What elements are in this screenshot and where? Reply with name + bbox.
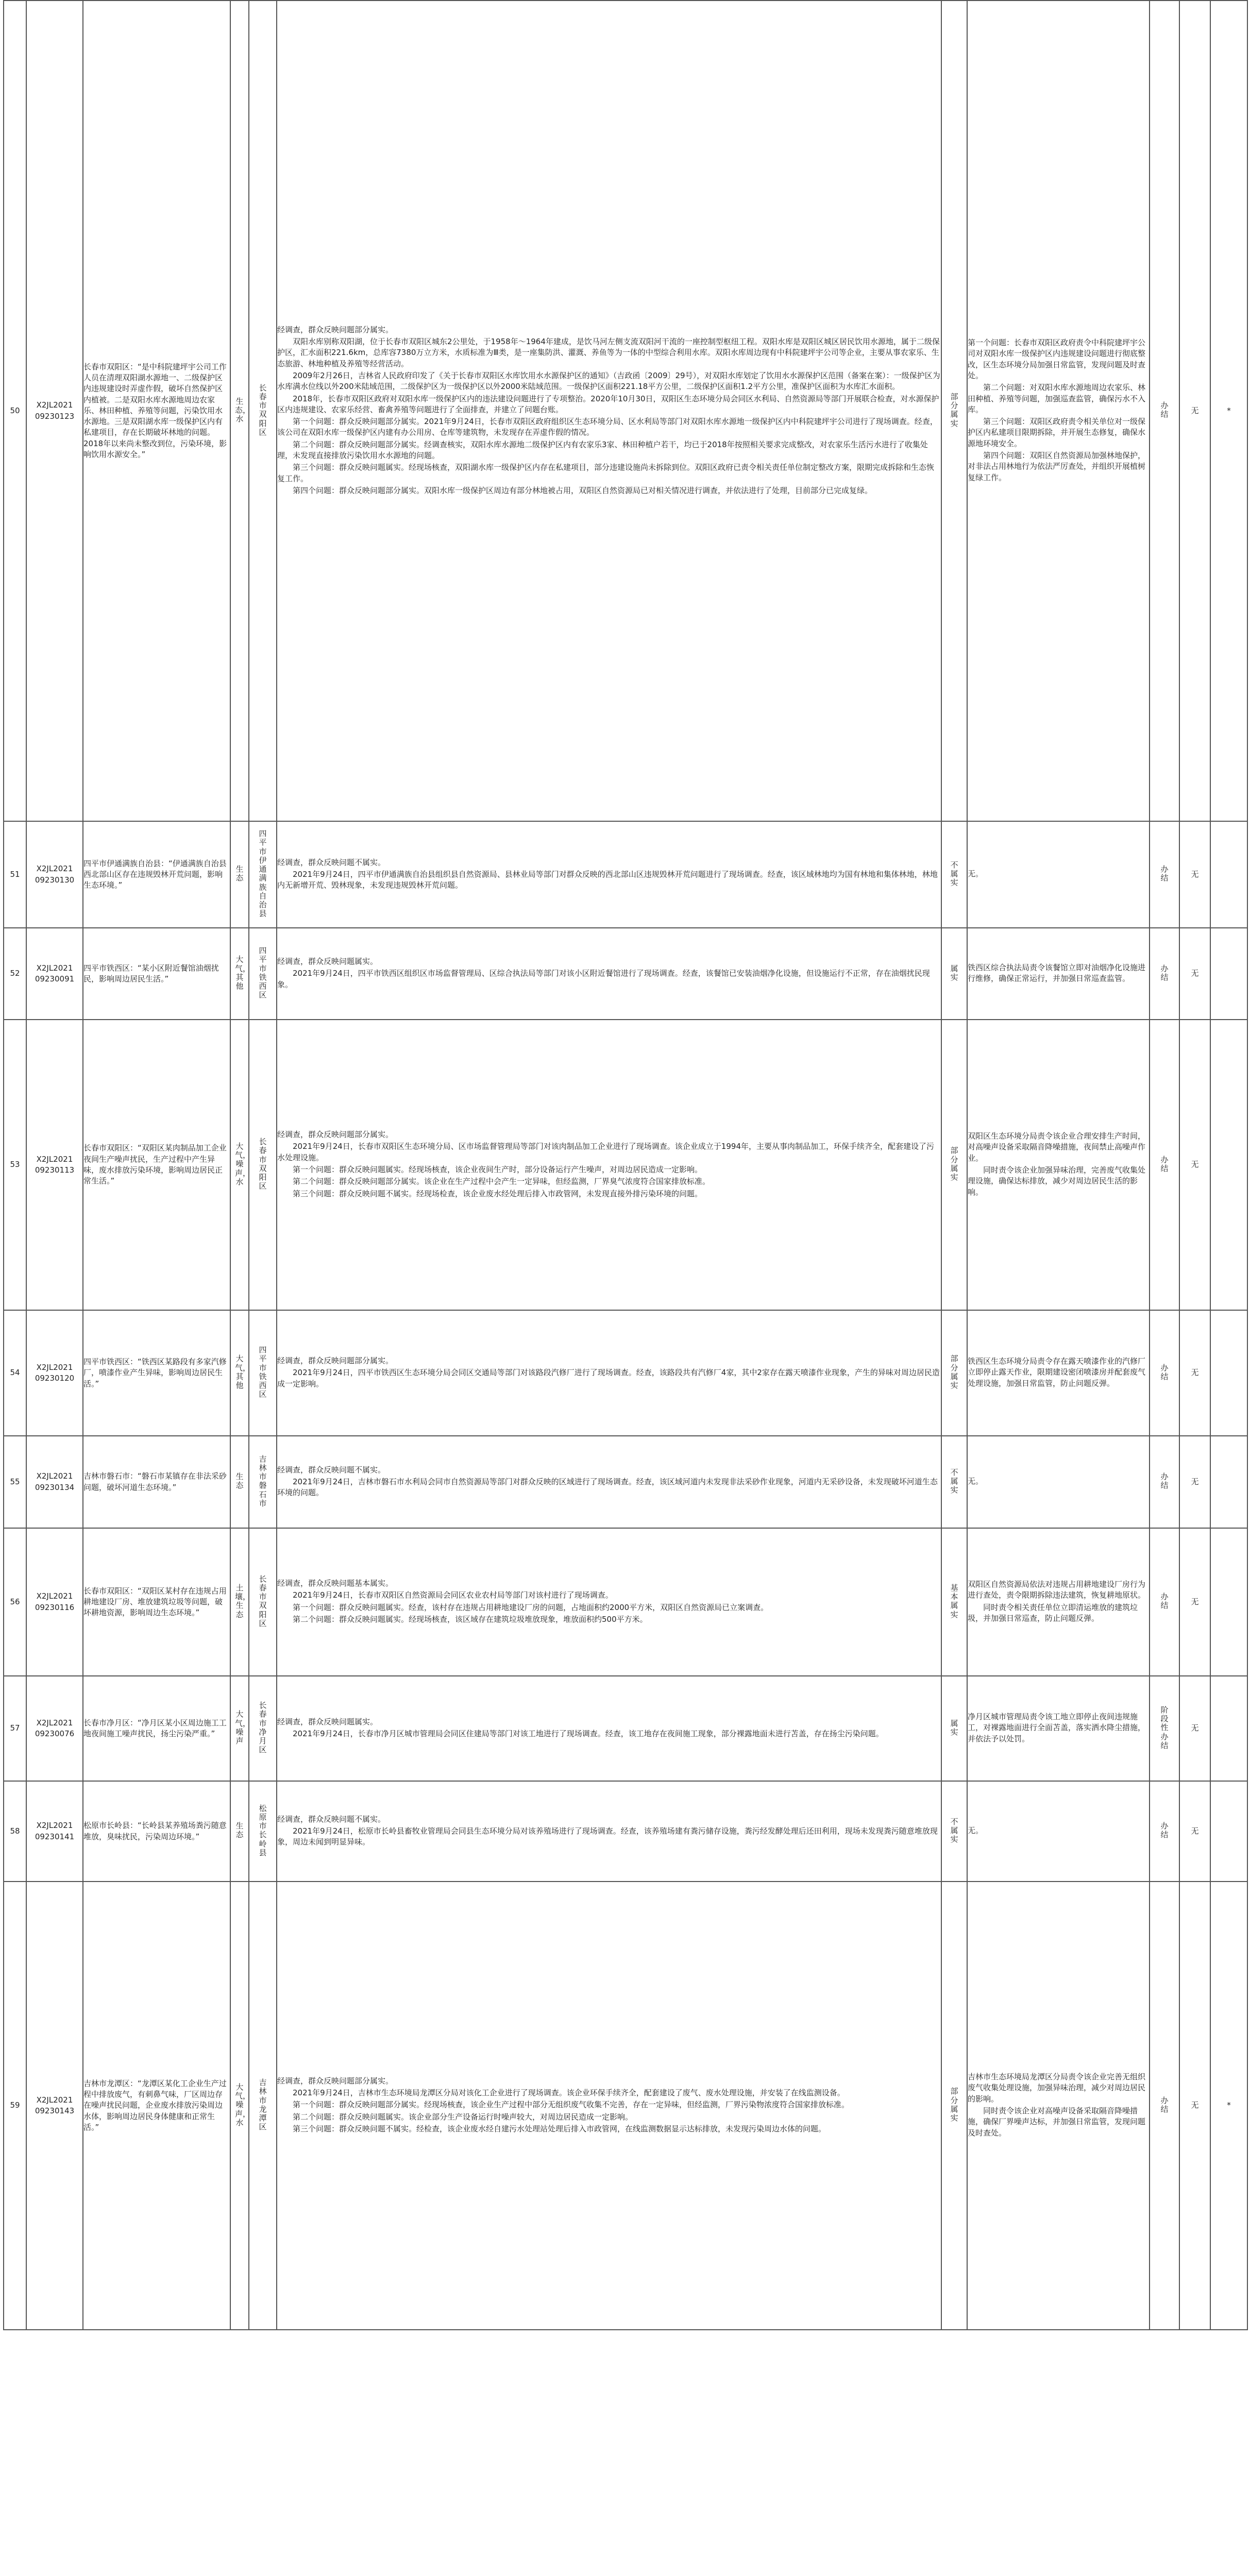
investigation-result [277, 1310, 941, 1436]
investigation-result [277, 1020, 941, 1310]
completion-status-text: 办结 [1160, 1472, 1169, 1490]
handling-measures-paragraph: 净月区城市管理局责令该工地立即停止夜间违规施工，对裸露地面进行全面苫盖，落实洒水降尘措施，并依法予以处罚。 [968, 1712, 1146, 1743]
handling-measures-paragraph: 吉林市生态环境局龙潭区分局责令该企业完善无组织废气收集处理设施，加强异味治理，减少对周边居民的影响。 [968, 2072, 1146, 2104]
row-number: 57 [4, 1676, 26, 1781]
pollution-type-text: 大气，其他 [235, 1354, 251, 1391]
case-code: X2JL2021 09230116 [26, 1528, 83, 1676]
handling-measures [967, 928, 1150, 1020]
investigation-result-paragraph: 第三个问题：群众反映问题不属实。经现场检查，该企业废水经处理后排入市政管网，未发现直接外排污染环境的问题。 [293, 1189, 703, 1198]
completion-status [1150, 1, 1179, 821]
investigation-result-paragraph: 经调查，群众反映问题部分属实。 [277, 2076, 394, 2086]
complaint-description: 长春市净月区：“净月区某小区周边施工工地夜间施工噪声扰民，扬尘污染严重。” [83, 1676, 230, 1781]
investigation-result [277, 1676, 941, 1781]
completion-status-text: 办结 [1160, 1155, 1169, 1173]
pollution-type [230, 1310, 249, 1436]
handling-measures [967, 1310, 1150, 1436]
handling-measures [967, 1020, 1150, 1310]
region-text: 吉林市龙潭区 [259, 2078, 267, 2132]
investigation-result-paragraph: 双阳水库别称双阳湖，位于长春市双阳区城东2公里处，于1958年～1964年建成，是饮马河左侧支流双阳河干流的一座控制型枢纽工程。双阳水库是双阳区城区居民饮用水源地，属于二级保护区，汇水面积221.6km，总库容7380万立方米，水质标准为Ⅲ类，是一座集防洪、灌溉、养鱼等为一体的中型综合利用水库。双阳水库周边现有中科院建坪宇公司等企业，主要从事农家乐、生态旅游、林地种植及养殖等经营活动。 [277, 337, 940, 368]
fact-status-text: 属实 [950, 963, 958, 982]
mark [1210, 928, 1247, 1020]
case-code: X2JL2021 09230076 [26, 1676, 83, 1781]
completion-status [1150, 1781, 1179, 1882]
completion-status [1150, 1436, 1179, 1528]
investigation-result-paragraph: 经调查，群众反映问题不属实。 [277, 1465, 386, 1475]
fact-status [941, 1882, 967, 2330]
handling-measures-paragraph: 双阳区自然资源局依法对违规占用耕地建设厂房行为进行查处，责令限期拆除违法建筑，恢复耕地原状。 [968, 1579, 1146, 1600]
handling-measures-paragraph: 同时责令该企业对高噪声设备采取隔音降噪措施，确保厂界噪声达标，并加强日常监管，发现问题及时查处。 [968, 2106, 1146, 2138]
pollution-type [230, 928, 249, 1020]
table-row [4, 1676, 1247, 1781]
fact-status [941, 1, 967, 821]
pollution-type-text: 大气，噪声 [235, 1709, 251, 1746]
accountability: 无 [1179, 1781, 1210, 1882]
region-text: 松原市长岭县 [259, 1803, 267, 1857]
investigation-result-paragraph: 2021年9月24日，四平市铁西区生态环境分局会同区交通局等部门对该路段汽修厂进行了现场调查。经查，该路段共有汽修厂4家，其中2家存在露天喷漆作业现象，产生的异味对周边居民造成一定影响。 [277, 1368, 940, 1388]
case-code: X2JL2021 09230113 [26, 1020, 83, 1310]
case-code: X2JL2021 09230120 [26, 1310, 83, 1436]
mark [1210, 1781, 1247, 1882]
pollution-type [230, 1676, 249, 1781]
investigation-result-paragraph: 第二个问题：群众反映问题部分属实。经调查核实，双阳水库水源地二级保护区内有农家乐3家、林田种植户若干，均已于2018年按照相关要求完成整改，对农家乐生活污水进行了收集处理，未发现直接排放污染饮用水水源地的问题。 [277, 439, 928, 461]
pollution-type [230, 1882, 249, 2330]
handling-measures-paragraph: 第二个问题：对双阳水库水源地周边农家乐、林田种植、养殖等问题，加强巡查监管，确保污水不入库。 [968, 383, 1146, 414]
investigation-result [277, 1882, 941, 2330]
investigation-result-paragraph: 2021年9月24日，四平市铁西区组织区市场监督管理局、区综合执法局等部门对该小区附近餐馆进行了现场调查。经查，该餐馆已安装油烟净化设施，但设施运行不正常，存在油烟扰民现象。 [277, 969, 930, 989]
complaint-description: 长春市双阳区：“是中科院建坪宇公司工作人员在清理双阳湖水源地一、二级保护区内违规建设时弄虚作假，破坏自然保护区内植被。二是双阳水库水源地周边农家乐、林田种植、养殖等问题，污染饮用水水源地。三是双阳湖水库一级保护区内有私建项目，存在长期破坏林地的问题。2018年以来尚未整改到位，污染环境，影响饮用水源安全。” [83, 1, 230, 821]
investigation-result-paragraph: 经调查，群众反映问题基本属实。 [277, 1578, 394, 1588]
accountability: 无 [1179, 1528, 1210, 1676]
completion-status [1150, 1676, 1179, 1781]
completion-status-text: 办结 [1160, 401, 1169, 419]
row-number: 52 [4, 928, 26, 1020]
fact-status [941, 1020, 967, 1310]
row-number: 54 [4, 1310, 26, 1436]
investigation-result-paragraph: 第二个问题：群众反映问题属实。经现场核查，该区域存在建筑垃圾堆放现象，堆放面积约500平方米。 [293, 1614, 648, 1624]
handling-measures-paragraph: 无。 [968, 869, 984, 878]
pollution-type-text: 生态 [235, 865, 244, 883]
investigation-result-paragraph: 2021年9月24日，吉林市生态环境局龙潭区分局对该化工企业进行了现场调查。该企业环保手续齐全，配套建设了废气、废水处理设施，并安装了在线监测设备。 [293, 2088, 845, 2098]
completion-status-text: 办结 [1160, 963, 1169, 982]
fact-status-text: 不属实 [950, 860, 958, 888]
investigation-result [277, 928, 941, 1020]
region [249, 1436, 277, 1528]
complaint-description: 长春市双阳区：“双阳区某肉制品加工企业夜间生产噪声扰民，生产过程中产生异味，废水排放污染环境，影响周边居民正常生活。” [83, 1020, 230, 1310]
completion-status-text: 阶段性办结 [1160, 1705, 1169, 1750]
region-text: 长春市双阳区 [259, 1137, 267, 1191]
investigation-result-paragraph: 经调查，群众反映问题部分属实。 [277, 1130, 394, 1140]
region [249, 1882, 277, 2330]
fact-status-text: 部分属实 [950, 2087, 958, 2123]
mark [1210, 1676, 1247, 1781]
complaint-description: 长春市双阳区：“双阳区某村存在违规占用耕地建设厂房、堆放建筑垃圾等问题，破坏耕地资源，影响周边生态环境。” [83, 1528, 230, 1676]
region [249, 1781, 277, 1882]
completion-status-text: 办结 [1160, 1592, 1169, 1611]
completion-status [1150, 928, 1179, 1020]
investigation-result-paragraph: 2021年9月24日，长春市双阳区自然资源局会同区农业农村局等部门对该村进行了现场调查。 [293, 1590, 613, 1600]
fact-status [941, 1676, 967, 1781]
fact-status [941, 1310, 967, 1436]
investigation-result-paragraph: 经调查，群众反映问题部分属实。 [277, 325, 394, 334]
handling-measures-paragraph: 第一个问题：长春市双阳区政府责令中科院建坪宇公司对双阳水库一级保护区内违规建设问题进行彻底整改，区生态环境分局加强日常监管，发现问题及时查处。 [968, 338, 1146, 380]
complaint-description: 四平市伊通满族自治县：“伊通满族自治县西北部山区存在违规毁林开荒问题，影响生态环境。” [83, 821, 230, 928]
region-text: 吉林市磐石市 [259, 1454, 267, 1508]
case-code: X2JL2021 09230134 [26, 1436, 83, 1528]
investigation-result [277, 1528, 941, 1676]
handling-measures [967, 1, 1150, 821]
investigation-result [277, 1, 941, 821]
investigation-result [277, 821, 941, 928]
region-text: 长春市双阳区 [259, 1574, 267, 1628]
pollution-type [230, 1, 249, 821]
handling-measures-paragraph: 铁西区综合执法局责令该餐馆立即对油烟净化设施进行维修，确保正常运行，并加强日常巡查监管。 [968, 962, 1146, 983]
investigation-result-paragraph: 经调查，群众反映问题属实。 [277, 1717, 378, 1726]
table-row [4, 1436, 1247, 1528]
handling-measures-paragraph: 同时责令该企业加强异味治理，完善废气收集处理设施，确保达标排放，减少对周边居民生活的影响。 [968, 1165, 1146, 1197]
region [249, 1020, 277, 1310]
handling-measures-paragraph: 铁西区生态环境分局责令存在露天喷漆作业的汽修厂立即停止露天作业，限期建设密闭喷漆房并配套废气处理设施，加强日常监管，防止问题反弹。 [968, 1357, 1146, 1388]
completion-status [1150, 1020, 1179, 1310]
fact-status [941, 821, 967, 928]
pollution-type-text: 大气，噪声，水 [235, 1141, 251, 1187]
completion-status [1150, 1528, 1179, 1676]
region [249, 821, 277, 928]
case-code: X2JL2021 09230130 [26, 821, 83, 928]
fact-status-text: 不属实 [950, 1817, 958, 1844]
row-number: 59 [4, 1882, 26, 2330]
handling-measures-paragraph: 同时责令相关责任单位立即清运堆放的建筑垃圾，并加强日常巡查，防止问题反弹。 [968, 1602, 1138, 1623]
mark: * [1210, 1882, 1247, 2330]
accountability: 无 [1179, 1, 1210, 821]
pollution-type-text: 大气，其他 [235, 955, 251, 991]
investigation-result-paragraph: 经调查，群众反映问题不属实。 [277, 857, 386, 867]
completion-status-text: 办结 [1160, 1821, 1169, 1840]
handling-measures [967, 1528, 1150, 1676]
region [249, 1310, 277, 1436]
handling-measures-paragraph: 双阳区生态环境分局责令该企业合理安排生产时间，对高噪声设备采取隔音降噪措施，夜间禁止高噪声作业。 [968, 1131, 1146, 1163]
investigation-result-paragraph: 第三个问题：群众反映问题不属实。经检查，该企业废水经自建污水处理站处理后排入市政管网，在线监测数据显示达标排放，未发现污染周边水体的问题。 [293, 2124, 826, 2133]
completion-status [1150, 1310, 1179, 1436]
pollution-type [230, 821, 249, 928]
mark [1210, 1310, 1247, 1436]
investigation-result-paragraph: 2021年9月24日，四平市伊通满族自治县组织县自然资源局、县林业局等部门对群众反映的西北部山区违规毁林开荒问题进行了现场调查。经查，该区域林地均为国有林地和集体林地，林地内无新增开荒、毁林现象，未发现违规毁林开荒问题。 [277, 869, 938, 890]
table-row [4, 821, 1247, 928]
complaint-description: 吉林市龙潭区：“龙潭区某化工企业生产过程中排放废气，有刺鼻气味，厂区周边存在噪声扰民问题，企业废水排放污染周边水体，影响周边居民身体健康和正常生活。” [83, 1882, 230, 2330]
handling-measures-paragraph: 无。 [968, 1825, 984, 1835]
investigation-result-paragraph: 2018年，长春市双阳区政府对双阳水库一级保护区内的违法建设问题进行了专项整治。2020年10月30日，双阳区生态环境分局会同区水利局、自然资源局等部门开展联合检查，对水源保护区内违规建设、农家乐经营、畜禽养殖等问题进行了全面排查，并建立了问题台账。 [277, 394, 939, 414]
table-row [4, 1020, 1247, 1310]
completion-status-text: 办结 [1160, 865, 1169, 883]
row-number: 55 [4, 1436, 26, 1528]
row-number: 51 [4, 821, 26, 928]
region-text: 长春市净月区 [259, 1701, 267, 1755]
investigation-result-paragraph: 经调查，群众反映问题部分属实。 [277, 1356, 394, 1366]
fact-status [941, 928, 967, 1020]
investigation-result-paragraph: 2021年9月24日，长春市净月区城市管理局会同区住建局等部门对该工地进行了现场调查。经查，该工地存在夜间施工现象，部分裸露地面未进行苫盖，存在扬尘污染问题。 [293, 1729, 884, 1738]
handling-measures-paragraph: 第三个问题：双阳区政府责令相关单位对一级保护区内私建项目限期拆除，并开展生态修复，确保水源地环境安全。 [968, 417, 1146, 448]
region [249, 1528, 277, 1676]
row-number: 50 [4, 1, 26, 821]
region-text: 四平市铁西区 [259, 1345, 267, 1399]
pollution-type-text: 生态，水 [235, 396, 251, 424]
handling-measures [967, 821, 1150, 928]
pollution-type [230, 1528, 249, 1676]
handling-measures-paragraph: 无。 [968, 1476, 984, 1486]
accountability: 无 [1179, 928, 1210, 1020]
region-text: 长春市双阳区 [259, 383, 267, 437]
fact-status [941, 1781, 967, 1882]
investigation-result-paragraph: 第一个问题：群众反映问题属实。经现场核查，该企业夜间生产时，部分设备运行产生噪声，对周边居民造成一定影响。 [293, 1165, 703, 1174]
completion-status-text: 办结 [1160, 1363, 1169, 1381]
handling-measures [967, 1436, 1150, 1528]
row-number: 56 [4, 1528, 26, 1676]
fact-status-text: 部分属实 [950, 1354, 958, 1391]
fact-status-text: 部分属实 [950, 1146, 958, 1182]
region [249, 928, 277, 1020]
accountability: 无 [1179, 1436, 1210, 1528]
mark [1210, 1020, 1247, 1310]
mark [1210, 1436, 1247, 1528]
fact-status-text: 不属实 [950, 1467, 958, 1495]
mark [1210, 821, 1247, 928]
region [249, 1, 277, 821]
investigation-result [277, 1436, 941, 1528]
investigation-result-paragraph: 2021年9月24日，长春市双阳区生态环境分局、区市场监督管理局等部门对该肉制品加工企业进行了现场调查。该企业成立于1994年，主要从事肉制品加工，环保手续齐全，配套建设了污水处理设施。 [277, 1142, 934, 1162]
complaint-description: 四平市铁西区：“铁西区某路段有多家汽修厂，喷漆作业产生异味，影响周边居民生活。” [83, 1310, 230, 1436]
handling-measures [967, 1882, 1150, 2330]
investigation-result-paragraph: 第三个问题：群众反映问题属实。经现场核查，双阳湖水库一级保护区内存在私建项目，部分违建设施尚未拆除到位。双阳区政府已责令相关责任单位制定整改方案，限期完成拆除和生态恢复工作。 [277, 463, 935, 483]
region-text: 四平市铁西区 [259, 946, 267, 1000]
investigation-result-paragraph: 第一个问题：群众反映问题部分属实。2021年9月24日，长春市双阳区政府组织区生态环境分局、区水利局等部门对双阳水库水源地一级保护区内中科院建坪宇公司进行了现场调查。经查，该公司在双阳水库一级保护区内建有办公用房、仓库等建筑物，未发现存在弄虚作假的情况。 [277, 417, 938, 437]
pollution-type [230, 1020, 249, 1310]
pollution-type-text: 大气，噪声，水 [235, 2082, 251, 2127]
region [249, 1676, 277, 1781]
completion-status [1150, 821, 1179, 928]
pollution-type-text: 生态 [235, 1472, 244, 1490]
table-row [4, 928, 1247, 1020]
investigation-result-paragraph: 第二个问题：群众反映问题属实。该企业部分生产设备运行时噪声较大，对周边居民造成一定影响。 [293, 2112, 633, 2122]
accountability: 无 [1179, 1882, 1210, 2330]
row-number: 58 [4, 1781, 26, 1882]
investigation-result-paragraph: 2021年9月24日，吉林市磐石市水利局会同市自然资源局等部门对群众反映的区域进行了现场调查。经查，该区域河道内未发现非法采砂作业现象，河道内无采砂设备，未发现破坏河道生态环境的问题。 [277, 1477, 938, 1498]
investigation-result-paragraph: 第一个问题：群众反映问题属实。经查，该村存在违规占用耕地建设厂房的问题，占地面积约2000平方米，双阳区自然资源局已立案调查。 [293, 1602, 769, 1612]
case-code: X2JL2021 09230143 [26, 1882, 83, 2330]
pollution-type-text: 土壤，生态 [235, 1583, 251, 1619]
table-row [4, 1528, 1247, 1676]
complaint-description: 松原市长岭县：“长岭县某养殖场粪污随意堆放，臭味扰民，污染周边环境。” [83, 1781, 230, 1882]
fact-status [941, 1528, 967, 1676]
pollution-type-text: 生态 [235, 1821, 244, 1840]
accountability: 无 [1179, 1676, 1210, 1781]
table-row [4, 1882, 1247, 2330]
fact-status-text: 基本属实 [950, 1583, 958, 1619]
investigation-result-paragraph: 第一个问题：群众反映问题部分属实。经现场核查，该企业生产过程中部分无组织废气收集不完善，存在一定异味，但经监测，厂界污染物浓度符合国家排放标准。 [293, 2100, 850, 2110]
complaint-description: 吉林市磐石市：“磐石市某镇存在非法采砂问题，破坏河道生态环境。” [83, 1436, 230, 1528]
region-text: 四平市伊通满族自治县 [259, 829, 267, 919]
investigation-result [277, 1781, 941, 1882]
handling-measures [967, 1781, 1150, 1882]
handling-measures [967, 1676, 1150, 1781]
completion-status-text: 办结 [1160, 2095, 1169, 2114]
investigation-result-paragraph: 经调查，群众反映问题不属实。 [277, 1814, 386, 1824]
report-body [4, 1, 1247, 2330]
accountability: 无 [1179, 1020, 1210, 1310]
table-row [4, 1781, 1247, 1882]
fact-status-text: 部分属实 [950, 392, 958, 428]
fact-status [941, 1436, 967, 1528]
accountability: 无 [1179, 1310, 1210, 1436]
row-number: 53 [4, 1020, 26, 1310]
case-code: X2JL2021 09230123 [26, 1, 83, 821]
pollution-type [230, 1781, 249, 1882]
complaint-description: 四平市铁西区：“某小区附近餐馆油烟扰民，影响周边居民生活。” [83, 928, 230, 1020]
completion-status [1150, 1882, 1179, 2330]
investigation-result-paragraph: 第二个问题：群众反映问题部分属实。该企业在生产过程中会产生一定异味，但经监测，厂界臭气浓度符合国家排放标准。 [293, 1177, 711, 1187]
handling-measures-paragraph: 第四个问题：双阳区自然资源局加强林地保护，对非法占用林地行为依法严厉查处，并组织开展植树复绿工作。 [968, 451, 1146, 482]
fact-status-text: 属实 [950, 1718, 958, 1737]
report-table [3, 0, 1248, 2330]
investigation-result-paragraph: 2009年2月26日，吉林省人民政府印发了《关于长春市双阳区水库饮用水水源保护区的通知》（吉政函〔2009〕29号），对双阳水库划定了饮用水水源保护区范围（备案在案）：一级保护区为水库满水位线以外200米陆域范围，二级保护区为一级保护区以外2000米陆域范围。一级保护区面积221.18平方公里，二级保护区面积1.2平方公里，准保护区面积为水库汇水面积。 [277, 370, 940, 392]
mark [1210, 1528, 1247, 1676]
accountability: 无 [1179, 821, 1210, 928]
investigation-result-paragraph: 2021年9月24日，松原市长岭县畜牧业管理局会同县生态环境分局对该养殖场进行了现场调查。经查，该养殖场建有粪污储存设施，粪污经发酵处理后还田利用，现场未发现粪污随意堆放现象，周边未闻到明显异味。 [277, 1826, 938, 1847]
investigation-result-paragraph: 第四个问题：群众反映问题部分属实。双阳水库一级保护区周边有部分林地被占用，双阳区自然资源局已对相关情况进行调查，并依法进行了处理，目前部分已完成复绿。 [293, 485, 873, 495]
case-code: X2JL2021 09230091 [26, 928, 83, 1020]
table-row [4, 1, 1247, 821]
table-row [4, 1310, 1247, 1436]
mark: * [1210, 1, 1247, 821]
investigation-result-paragraph: 经调查，群众反映问题属实。 [277, 957, 378, 967]
case-code: X2JL2021 09230141 [26, 1781, 83, 1882]
pollution-type [230, 1436, 249, 1528]
